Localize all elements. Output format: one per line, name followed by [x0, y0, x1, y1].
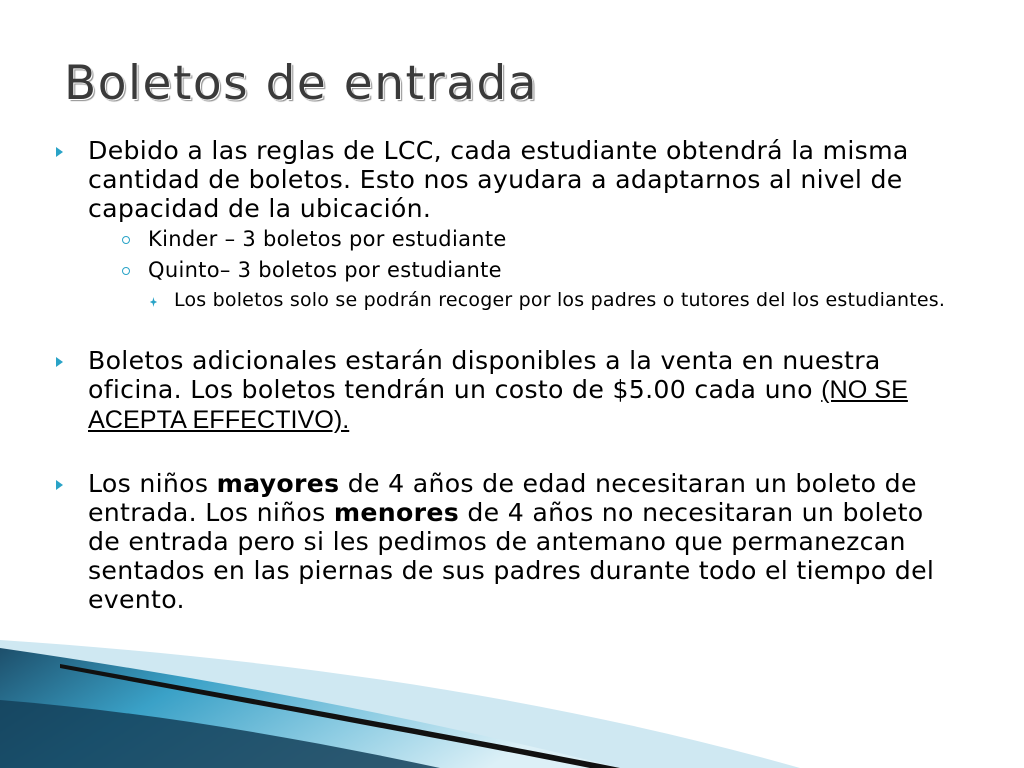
- bold-mayores: mayores: [216, 469, 340, 498]
- slide-title: Boletos de entrada: [64, 56, 539, 111]
- sub-bullet-kinder: [88, 224, 956, 255]
- wave-black-stripe: [60, 664, 620, 768]
- wave-blue-shape: [0, 648, 620, 768]
- bullet-3: [56, 469, 956, 614]
- slide-body: [56, 136, 956, 614]
- bullet-3-text-part1: Los niños: [88, 469, 217, 498]
- bullet-1: [56, 136, 956, 312]
- circle-bullet-icon: [122, 267, 130, 275]
- star-bullet-icon: [150, 297, 157, 307]
- bullet-2: [56, 346, 956, 435]
- sub-bullet-quinto: [88, 255, 956, 286]
- sub-sub-bullet-text: Los boletos solo se podrán recoger por los padres o tutores del los estudiantes.: [174, 289, 946, 311]
- bold-menores: menores: [333, 498, 460, 527]
- triangle-bullet-icon: [56, 480, 63, 490]
- bullet-3-text-part3: de 4 años no necesitaran un boleto de entrada pero si les pedimos de antemano que permanezcan sentados en las piernas de sus padres durante todo el tiempo del evento.: [88, 498, 935, 614]
- bullet-1-text: Debido a las reglas de LCC, cada estudiante obtendrá la misma cantidad de boletos. Esto nos ayudara a adaptarnos al nivel de capacidad de la ubicación.: [88, 136, 909, 223]
- bullet-2-text: Boletos adicionales estarán disponibles a la venta en nuestra oficina. Los boletos tendrán un costo de $5.00 cada uno: [88, 346, 881, 404]
- triangle-bullet-icon: [56, 357, 63, 367]
- sub-bullet-text: Kinder – 3 boletos por estudiante: [148, 227, 507, 251]
- bullet-3-text-part2: de 4 años de edad necesitaran un boleto de entrada. Los niños: [88, 469, 917, 527]
- wave-dark-shape: [0, 700, 440, 768]
- wave-light-shape: [0, 640, 800, 768]
- triangle-bullet-icon: [56, 147, 63, 157]
- sub-sub-bullet-pickup: [88, 288, 956, 312]
- sub-bullet-text: Quinto– 3 boletos por estudiante: [148, 258, 502, 282]
- no-cash-notice: (NO SE ACEPTA EFFECTIVO).: [88, 376, 908, 434]
- circle-bullet-icon: [122, 236, 130, 244]
- bullet-1-sublist: [88, 224, 956, 312]
